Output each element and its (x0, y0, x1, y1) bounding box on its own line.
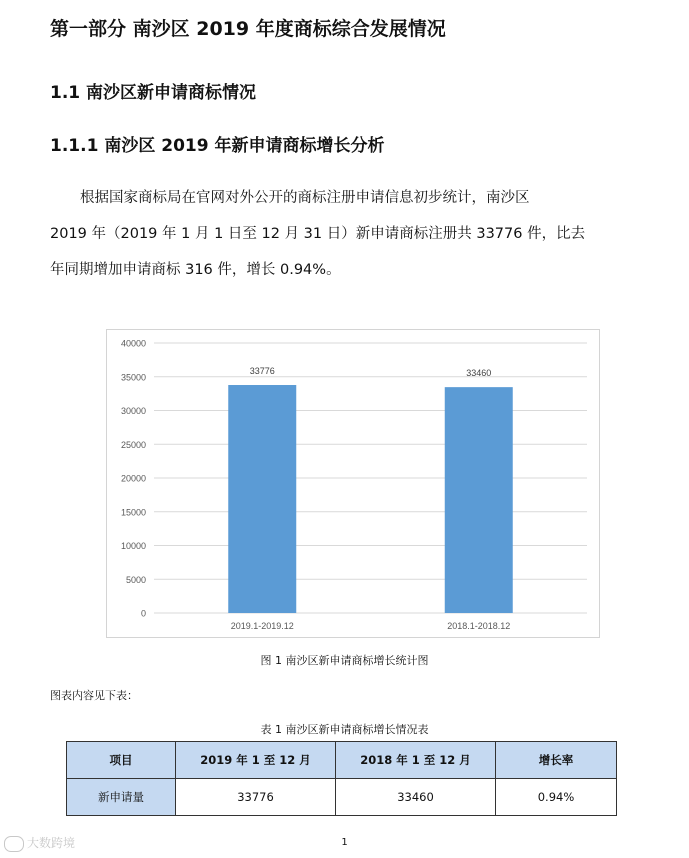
bar (228, 385, 296, 613)
growth-table (66, 741, 617, 816)
body-paragraph (50, 180, 642, 288)
subsection-heading: 1.1.1 南沙区 2019 年新申请商标增长分析 (50, 136, 385, 156)
y-tick-label: 10000 (120, 541, 146, 551)
header-2019: 2019 年 1 至 12 月 (176, 742, 336, 779)
cell-2019: 33776 (176, 779, 336, 816)
header-item: 项目 (67, 742, 176, 779)
y-tick-label: 40000 (120, 338, 146, 349)
bar-chart (107, 330, 599, 637)
paragraph-line: 2019 年（2019 年 1 月 1 日至 12 月 31 日）新申请商标注册共 33776 件，比去 (50, 226, 586, 242)
header-growth-rate: 增长率 (496, 742, 617, 779)
watermark-logo-icon (4, 836, 24, 852)
y-tick-label: 15000 (120, 507, 146, 518)
watermark (4, 834, 75, 852)
table-intro-note: 图表内容见下表： (50, 689, 138, 702)
part-heading: 第一部分 南沙区 2019 年度商标综合发展情况 (50, 18, 446, 40)
data-label: 33776 (249, 366, 275, 377)
y-tick-label: 30000 (120, 406, 146, 416)
paragraph-line: 根据国家商标局在官网对外公开的商标注册申请信息初步统计，南沙区 (80, 190, 530, 206)
section-heading: 1.1 南沙区新申请商标情况 (50, 83, 257, 103)
watermark-text: 大数跨境 (27, 836, 76, 850)
x-tick-label: 2018.1-2018.12 (447, 621, 511, 631)
paragraph-line: 年同期增加申请商标 316 件，增长 0.94%。 (50, 262, 341, 278)
cell-2018: 33460 (336, 779, 496, 816)
y-tick-label: 35000 (120, 372, 146, 383)
table-caption: 表 1 南沙区新申请商标增长情况表 (260, 723, 429, 736)
header-2018: 2018 年 1 至 12 月 (336, 742, 496, 779)
page-number: 1 (341, 837, 348, 848)
y-tick-label: 0 (140, 608, 146, 619)
y-tick-label: 20000 (120, 473, 146, 484)
table-row (67, 779, 617, 816)
figure-caption: 图 1 南沙区新申请商标增长统计图 (260, 654, 429, 667)
data-label: 33460 (466, 368, 492, 379)
bar-chart-frame (106, 329, 600, 638)
bar (445, 387, 513, 613)
table-header-row (67, 742, 617, 779)
y-tick-label: 5000 (125, 574, 146, 585)
cell-growth-rate: 0.94% (496, 779, 617, 816)
cell-item: 新申请量 (67, 779, 176, 816)
y-tick-label: 25000 (120, 439, 146, 450)
x-tick-label: 2019.1-2019.12 (230, 621, 294, 631)
